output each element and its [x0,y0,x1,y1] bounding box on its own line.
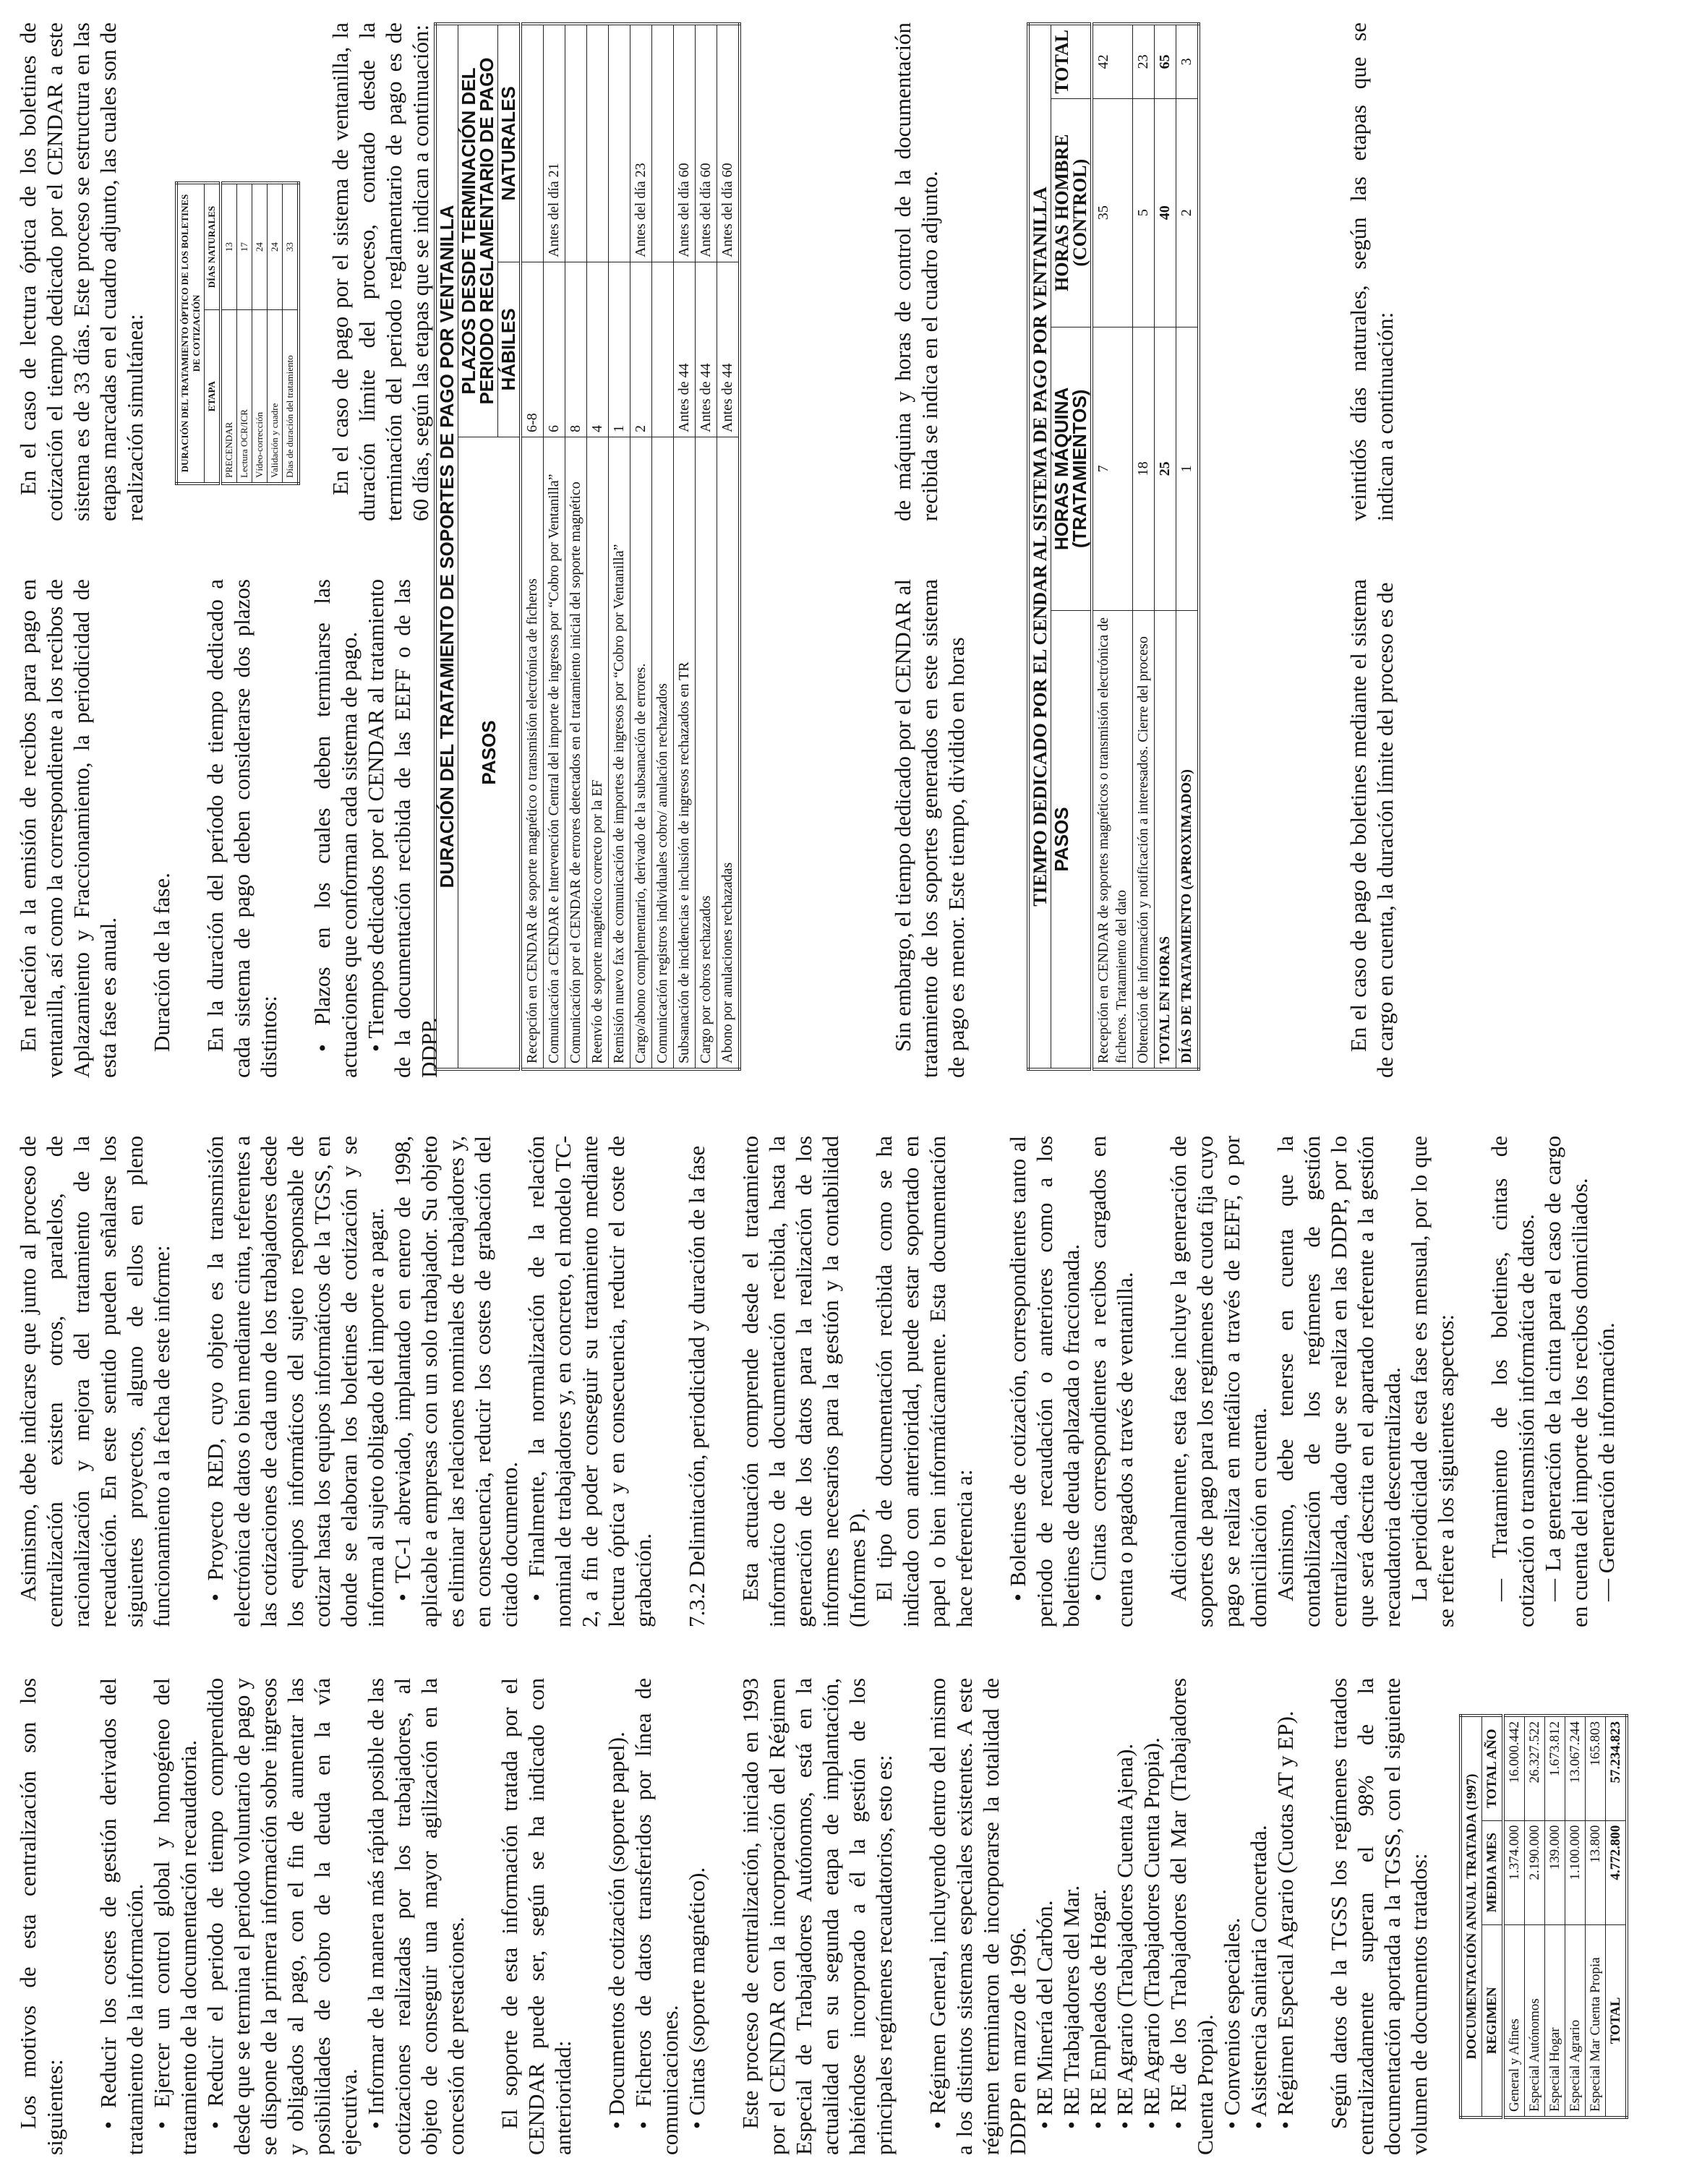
cell: Días de duración del tratamiento [283,310,299,484]
cell: 6-8 [521,262,544,437]
bullet-control-global: • Ejercer un control global y homogéneo del tratamiento de la documentación recaudatoria. [148,1678,202,2155]
paragraph-asimismo: Asimismo, debe indicarse que junto al proceso de centralización existen otros, paralelos, de racionalización y mejora del tratamiento de la recaudación. En este sentido pueden señalarse los siguientes proyectos, alguno de ellos en pleno funcionamiento a la fecha de este informe: [15,1136,174,1627]
table-row [544,24,565,1069]
column-c [14,579,442,1078]
cell: Antes del día 21 [544,24,565,262]
doc-annual-table [1459,1714,1628,2119]
ventanilla-header-naturales: NATURALES [498,24,521,262]
bullet-informar: • Informar de la manera más rápida posible de las cotizaciones realizadas por los trabajadores, al objeto de conseguir una mayor agilización en la concesión de prestaciones. [362,1678,469,2155]
cell [565,24,587,262]
cell: 13 [221,183,237,310]
section-heading-7-3-2: 7.3.2 Delimitación, periodicidad y duración de la fase [684,1145,709,1627]
cell: 3 [1176,24,1200,98]
horas-cendar-table [1027,22,1200,1071]
doc-table-header-media: MEDIA MES [1482,1820,1504,1924]
bullet-regimen-5: • RE de los Trabajadores del Mar (Trabajadores Cuenta Propia). [1165,1678,1218,2155]
paragraph-duracion-fase: Duración de la fase. [149,873,174,1052]
paragraph-soporte: El soporte de esta información tratada por el CENDAR puede ser, según se ha indicado con anterioridad: [497,1678,576,2155]
bullet-cintas-recibos: • Cintas correspondientes a recibos cargados en cuenta o pagados a través de ventanilla. [1085,1136,1138,1627]
cell: Antes de 44 [717,262,740,437]
cell: Antes del día 60 [696,24,717,262]
table-row [1525,1716,1545,2117]
paragraph-en-la-duracion: En la duración del período de tiempo dedicado a cada sistema de pago deben considerarse dos plazos distintos: [202,579,281,1078]
table-row [652,24,674,1069]
column-d [14,22,434,521]
paragraph-periodicidad: La periodicidad de esta fase es mensual, por lo que se refiere a los siguientes aspectos: [1406,1136,1458,1627]
cell: 25 [1155,327,1176,610]
paragraph-proceso: Este proceso de centralización, iniciado en 1993 por el CENDAR con la incorporación del Régimen Especial de Trabajadores Autónomos, está en la actualidad en su segunda etapa de implantación, habiéndose incorporado a él la gestión de los principales regímenes recaudatorios, esto es: [737,1678,897,2155]
cell: Recepción en CENDAR de soporte magnético o transmisión electrónica de ficheros [521,437,544,1070]
bullet-finalmente: • Finalmente, la normalización de la relación nominal de trabajadores y, en concreto, el modelo TC-2, a fin de poder conseguir su tratamiento mediante lectura óptica y en consecuencia, reducir el coste de grabación. [523,1136,657,1627]
column-b [14,1136,1620,1627]
bullet-ficheros: • Ficheros de datos transferidos por línea de comunicaciones. [630,1678,683,2155]
bullet-proyecto-red: • Proyecto RED, cuyo objeto es la transmisión electrónica de datos o bien mediante cinta, referentes a las cotizaciones de cada uno de los trabajadores desde los equipos informáticos del sujeto responsable de cotizar hasta los equipos informáticos de la TGSS, en donde se elaboran los boletines de cotización y se informa al sujeto obligado del importe a pagar. [202,1136,389,1627]
bullet-regimen-1: • RE Trabajadores del Mar. [1058,1678,1085,2155]
cell: Comunicación por el CENDAR de errores detectados en el tratamiento inicial del soporte magnético [565,437,587,1070]
optico-header-etapa: ETAPA [205,310,221,484]
optico-header-dias: DÍAS NATURALES [205,183,221,310]
optico-table-title: DURACIÓN DEL TRATAMIENTO ÓPTICO DE LOS BOLETINES DE COTIZACIÓN [176,183,205,484]
column-d-lower [889,22,943,521]
paragraph-ventanilla: En el caso de pago por el sistema de ventanilla, la duración límite del proceso, contado desde la terminación del periodo reglamentario de pago es de 60 días, según las etapas que se indican a continuación: [328,22,433,521]
table-row [630,24,652,1069]
ventanilla-header-plazos: PLAZOS DESDE TERMINACIÓN DEL PERIODO REGLAMENTARIO DE PAGO [458,24,498,437]
paragraph-lectura-optica: En el caso de lectura óptica de los boletines de cotización el tiempo dedicado por el CENDAR a este sistema es de 33 días. Este proceso se estructura en las etapas marcadas en el cuadro adjunto, las cuales son de realización simultánea: [15,22,147,521]
cell [587,24,609,262]
table-row [283,183,299,484]
cell: 33 [283,183,299,310]
cell: Antes del día 60 [717,24,740,262]
cell: 18 [1133,327,1155,610]
table-row [1565,1716,1586,2117]
cell: Validación y cuadre [268,310,283,484]
cell: TOTAL EN HORAS [1155,611,1176,1070]
doc-table-header-total: TOTAL AÑO [1482,1716,1504,1820]
column-c-lower [889,579,970,1078]
cell [652,24,674,262]
cell: 1.673.812 [1545,1716,1565,1820]
paragraph-en-relacion: En relación a la emisión de recibos para pago en ventanilla, así como la correspondiente a los recibos de Aplazamiento y Fraccionamiento, la periodicidad de esta fase es anual. [15,579,121,1078]
cell: Comunicación registros individuales cobro/ anulación rechazados [652,437,674,1070]
cell: Remisión nuevo fax de comunicación de importes de ingresos por “Cobro por Ventanilla” [609,437,630,1070]
ventanilla-header-pasos: PASOS [458,437,521,1070]
cell [521,24,544,262]
cell: Especial Hogar [1545,1924,1565,2117]
bullet-reducir-costes: • Reducir los costes de gestión derivados del tratamiento de la información. [95,1678,148,2155]
paragraph-segun-datos: Según datos de la TGSS los regímenes tratados centralizadamente superan el 98% de la documentación aportada a la TGSS, con el siguiente volumen de documentos tratados: [1326,1678,1432,2155]
cell: Antes de 44 [696,262,717,437]
table-row [674,24,696,1069]
cell: Lectura OCR/ICR [237,310,252,484]
cell: Antes del día 60 [674,24,696,262]
ventanilla-duration-table [434,22,741,1071]
dash-tratamiento: — Tratamiento de los boletines, cintas de cotización o transmisión informática de datos. [1486,1136,1539,1627]
cell: 17 [237,183,252,310]
cell: PRECENDAR [221,310,237,484]
horas-header-total: TOTAL [1051,24,1092,98]
cell: 2.190.000 [1525,1820,1545,1924]
bullet-regimen-8: • Régimen Especial Agrario (Cuotas AT y EP). [1272,1678,1299,2155]
paragraph-cargo-en-cuenta: En el caso de pago de boletines mediante el sistema de cargo en cuenta, la duración límite del proceso es de [1346,579,1398,1078]
horas-table-title: TIEMPO DEDICADO POR EL CENDAR AL SISTEMA DE PAGO POR VENTANILLA [1028,24,1051,1069]
paragraph-esta-actuacion: Esta actuación comprende desde el tratamiento informático de la documentación recibida, hasta la generación de los datos para la realización de los informes necesarios para la gestión y la contabilidad (Informes P). [737,1136,870,1627]
bullet-regimen-general: • Régimen General, incluyendo dentro del mismo a los distintos sistemas especiales existentes. A este régimen terminaron de incorporarse la totalidad de DDPP en marzo de 1996. [924,1678,1031,2155]
bullet-regimen-4: • RE Agrario (Trabajadores Cuenta Propia). [1138,1678,1165,2155]
horas-header-pasos: PASOS [1051,611,1092,1070]
column-c-bottom [1345,579,1398,1078]
column-a [14,1678,1628,2155]
bullet-reducir-periodo: • Reducir el periodo de tiempo comprendido desde que se termina el periodo voluntario de pago y se dispone de la primera información sobre ingresos y obligados al pago, con el fin de aumentar las posibilidades de cobro de la deuda en la vía ejecutiva. [202,1678,362,2155]
table-row [221,183,237,484]
horas-header-maquina: HORAS MÁQUINA (TRATAMIENTOS) [1051,327,1092,610]
cell: 4.772.800 [1606,1820,1628,1924]
doc-table-title: DOCUMENTACIÓN ANUAL TRATADA (1997) [1461,1716,1482,2117]
table-row [696,24,717,1069]
ventanilla-header-habiles: HÁBILES [498,262,521,437]
table-row [521,24,544,1069]
cell [652,262,674,437]
cell: 2 [1176,98,1200,327]
cell: Especial Agrario [1565,1924,1586,2117]
cell: Cargo por cobros rechazados [696,437,717,1070]
bullet-plazos: • Plazos en los cuales deben terminarse las actuaciones que conforman cada sistema de pago. [309,579,362,1078]
table-row [717,24,740,1069]
cell: 65 [1155,24,1176,98]
cell: Cargo/abono complementario, derivado de la subsanación de errores. [630,437,652,1070]
paragraph-maquina: de máquina y horas de control de la documentación recibida se indica en el cuadro adjunto. [890,22,942,521]
paragraph-veintidos: veintidós días naturales, según las etapas que se indican a continuación: [1346,22,1398,521]
cell: 24 [268,183,283,310]
cell: 1.100.000 [1565,1820,1586,1924]
cell: 35 [1092,98,1133,327]
ventanilla-table-title: DURACIÓN DEL TRATAMIENTO DE SOPORTES DE PAGO POR VENTANILLA [435,24,458,1069]
paragraph-adicionalmente: Adicionalmente, esta fase incluye la generación de soportes de pago para los regímenes de cuota fija cuyo pago se realiza en metálico a través de EEFF, o por domiciliación en cuenta. [1166,1136,1271,1627]
paragraph-sin-embargo: Sin embargo, el tiempo dedicado por el CENDAR al tratamiento de los soportes generados en este sistema de pago es menor. Este tiempo, dividido en horas [890,579,969,1078]
table-row [1092,24,1133,1069]
bullet-boletines: • Boletines de cotización, correspondientes tanto al periodo de recaudación o anteriores como a los boletines de deuda aplazada o fraccionada. [1004,1136,1085,1627]
cell: 23 [1133,24,1155,98]
cell: 2 [630,262,652,437]
cell: 165.803 [1586,1716,1606,1820]
table-row [268,183,283,484]
cell: 7 [1092,327,1133,610]
bullet-regimen-7: • Asistencia Sanitaria Concertada. [1245,1678,1272,2155]
horas-header-hombre: HORAS HOMBRE (CONTROL) [1051,98,1092,327]
table-row [1503,1716,1525,2117]
bullet-tiempos: • Tiempos dedicados por el CENDAR al tratamiento de la documentación recibida de las EEFF o de las DDPP. [362,579,442,1078]
cell: Comunicación a CENDAR e Intervención Central del importe de ingresos por “Cobro por Ventanilla” [544,437,565,1070]
column-d-bottom [1345,22,1398,521]
bullet-regimen-0: • RE Minería del Carbón. [1031,1678,1058,2155]
cell: 42 [1092,24,1133,98]
bullet-regimen-6: • Convenios especiales. [1218,1678,1245,2155]
cell: 4 [587,262,609,437]
optico-table [175,181,300,485]
cell [609,24,630,262]
cell: 8 [565,262,587,437]
cell: 5 [1133,98,1155,327]
cell: Especial Mar Cuenta Propia [1586,1924,1606,2117]
table-row [609,24,630,1069]
table-row [1586,1716,1606,2117]
table-row [1133,24,1155,1069]
table-row [1545,1716,1565,2117]
cell: Reenvío de soporte magnético correcto por la EF [587,437,609,1070]
bullet-tc1: • TC-1 abreviado, implantado en enero de 1998, aplicable a empresas con un solo trabajador. Su objeto es eliminar las relaciones nominales de trabajadores y, en consecuencia, reducir los costes de grabación del citado documento. [389,1136,523,1627]
cell: 139.000 [1545,1820,1565,1924]
table-row [237,183,252,484]
bullet-regimen-2: • RE Empleados de Hogar. [1085,1678,1111,2155]
cell: Vídeo-corrección [252,310,268,484]
dash-generacion-cinta: — La generación de la cinta para el caso de cargo en cuenta del importe de los recibos domiciliados. [1539,1136,1593,1627]
table-total-row [1606,1716,1628,2117]
cell: 16.000.442 [1503,1716,1525,1820]
cell: Antes de 44 [674,262,696,437]
cell: Especial Autónomos [1525,1924,1545,2117]
doc-table-header-regimen: REGIMEN [1482,1924,1504,2117]
cell: 40 [1155,98,1176,327]
table-total-row [1155,24,1176,1069]
bullet-cintas: • Cintas (soporte magnético). [683,1678,710,2155]
paragraph-contabilizacion: Asimismo, debe tenerse en cuenta que la contabilización de los regímenes de gestión centralizada, dado que se realiza en las DDPP, por lo que será descrita en el apartado referente a la gestión recaudatoria descentralizada. [1273,1136,1405,1627]
paragraph-motivos: Los motivos de esta centralización son los siguientes: [15,1678,67,2155]
table-row [565,24,587,1069]
cell: Antes del día 23 [630,24,652,262]
table-days-row [1176,24,1200,1069]
dash-generacion-info: — Generación de información. [1593,1136,1620,1627]
bullet-documentos: • Documentos de cotización (soporte papel). [603,1678,630,2155]
cell: Recepción en CENDAR de soportes magnéticos o transmisión electrónica de ficheros. Tratamiento del dato [1092,611,1133,1070]
cell: 1.374.000 [1503,1820,1525,1924]
cell: General y Afines [1503,1924,1525,2117]
cell: 6 [544,262,565,437]
cell: Subsanación de incidencias e inclusión de ingresos rechazados en TR [674,437,696,1070]
cell: 57.234.823 [1606,1716,1628,1820]
table-row [252,183,268,484]
paragraph-tipo-documentacion: El tipo de documentación recibida como se ha indicado con anterioridad, puede estar soportado en papel o bien informáticamente. Esta documentación hace referencia a: [871,1136,977,1627]
cell: 1 [609,262,630,437]
cell: 13.067.244 [1565,1716,1586,1820]
cell: 24 [252,183,268,310]
cell: Obtención de información y notificación a interesados. Cierre del proceso [1133,611,1155,1070]
cell: 26.327.522 [1525,1716,1545,1820]
table-row [587,24,609,1069]
cell: DÍAS DE TRATAMIENTO (APROXIMADOS) [1176,611,1200,1070]
cell: Abono por anulaciones rechazadas [717,437,740,1070]
cell: 13.800 [1586,1820,1606,1924]
cell: TOTAL [1606,1924,1628,2117]
bullet-regimen-3: • RE Agrario (Trabajadores Cuenta Ajena). [1111,1678,1138,2155]
cell: 1 [1176,327,1200,610]
